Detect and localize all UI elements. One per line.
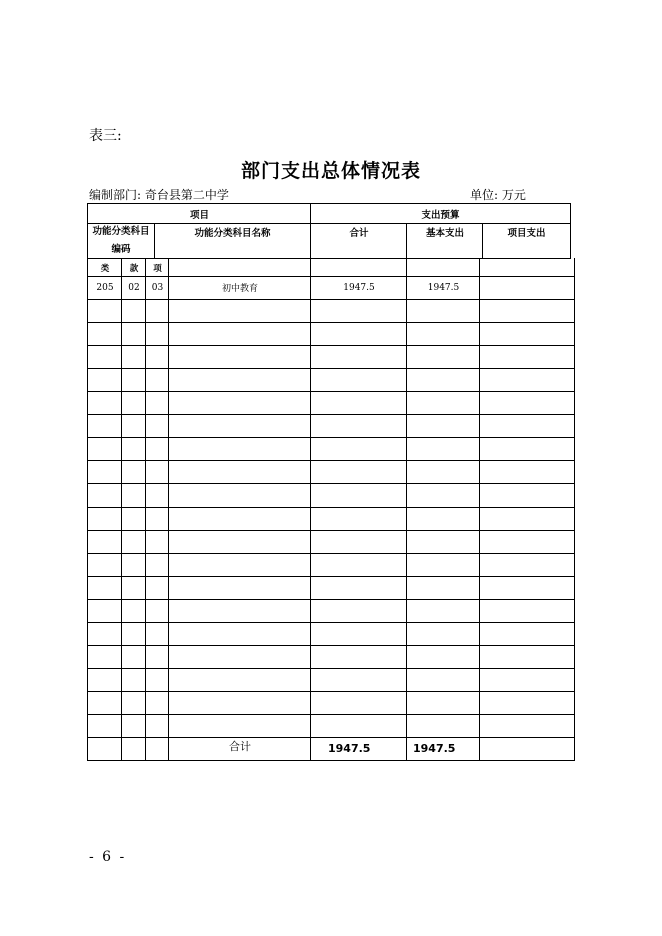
footer-basic: 1947.5 [413,741,456,755]
grid-vline [168,258,169,761]
grid-vline [154,223,155,259]
cell-lei: 205 [96,282,114,293]
grid-vline [574,258,575,761]
grid-hline [87,760,575,761]
grid-hline [87,437,575,438]
department-label: 编制部门: 奇台县第二中学 [89,188,229,202]
grid-vline [406,223,407,259]
grid-vline [570,203,571,259]
footer-total: 1947.5 [328,741,371,755]
cell-basic: 1947.5 [427,282,460,293]
grid-hline [87,258,571,259]
grid-hline [87,691,575,692]
grid-hline [87,645,575,646]
grid-vline [310,258,311,761]
grid-hline [87,299,575,300]
header-basic: 基本支出 [425,228,464,239]
footer-label: 合计 [229,740,251,753]
grid-hline [87,460,575,461]
grid-vline [482,223,483,259]
header-total: 合计 [349,228,369,239]
grid-hline [87,576,575,577]
cell-total: 1947.5 [343,282,375,293]
grid-hline [87,530,575,531]
subheader-kuan: 款 [129,263,139,274]
header-name: 功能分类科目名称 [194,228,271,239]
header-project-expenditure: 项目支出 [507,228,546,239]
subheader-class: 类 [100,263,110,274]
grid-hline [87,483,575,484]
grid-hline [87,507,575,508]
grid-hline [87,368,575,369]
page-number: - 6 - [89,849,127,865]
grid-hline [87,391,575,392]
subheader-xiang: 项 [153,263,162,274]
table-label: 表三: [89,128,122,144]
grid-hline [87,714,575,715]
grid-vline [87,203,88,761]
header-code: 功能分类科目编码 [92,226,150,255]
cell-project [480,276,574,299]
cell-kuan: 02 [128,282,140,293]
grid-hline [87,599,575,600]
header-project: 项目 [189,209,209,221]
header-budget: 支出预算 [421,209,460,221]
grid-hline [87,322,575,323]
grid-hline [87,223,571,224]
grid-hline [87,345,575,346]
cell-name: 初中教育 [221,284,258,294]
grid-hline [87,668,575,669]
grid-vline [479,258,480,761]
page-title: 部门支出总体情况表 [240,160,421,182]
grid-hline [87,414,575,415]
unit-label: 单位: 万元 [470,188,526,202]
grid-hline [87,622,575,623]
grid-hline [87,276,575,277]
grid-vline [121,258,122,761]
grid-vline [406,258,407,761]
grid-hline [87,553,575,554]
grid-vline [310,203,311,259]
cell-xiang: 03 [151,282,164,293]
grid-hline [87,203,571,204]
grid-vline [145,258,146,761]
grid-hline [87,737,575,738]
